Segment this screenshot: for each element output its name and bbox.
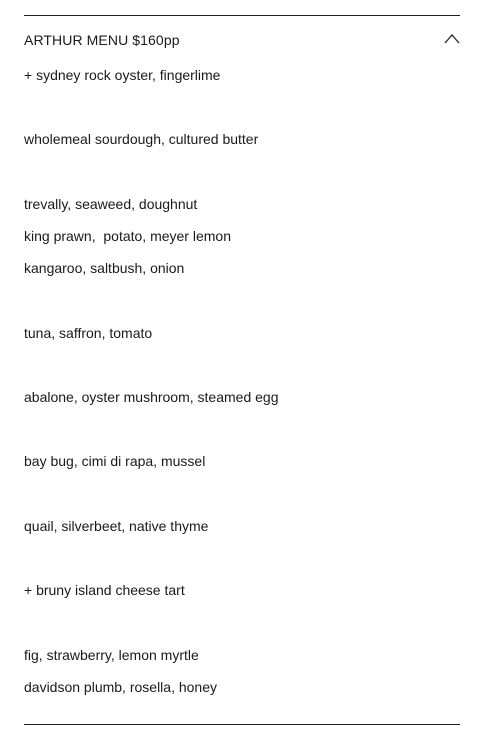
bottom-divider [24, 724, 460, 725]
menu-item: wholemeal sourdough, cultured butter [24, 131, 259, 147]
menu-item: + bruny island cheese tart [24, 582, 185, 598]
chevron-up-icon[interactable] [444, 32, 460, 46]
menu-item: kangaroo, saltbush, onion [24, 260, 185, 276]
menu-item: trevally, seaweed, doughnut [24, 196, 198, 212]
menu-item: bay bug, cimi di rapa, mussel [24, 453, 206, 469]
menu-item: tuna, saffron, tomato [24, 325, 153, 341]
menu-item: fig, strawberry, lemon myrtle [24, 647, 199, 663]
menu-item: quail, silverbeet, native thyme [24, 518, 209, 534]
top-divider [24, 15, 460, 16]
menu-accordion-header[interactable] [24, 30, 460, 52]
menu-title: ARTHUR MENU $160pp [24, 32, 180, 48]
menu-item: abalone, oyster mushroom, steamed egg [24, 389, 279, 405]
menu-item: davidson plumb, rosella, honey [24, 679, 218, 695]
menu-item: + sydney rock oyster, fingerlime [24, 67, 221, 83]
menu-item: king prawn, potato, meyer lemon [24, 228, 231, 244]
